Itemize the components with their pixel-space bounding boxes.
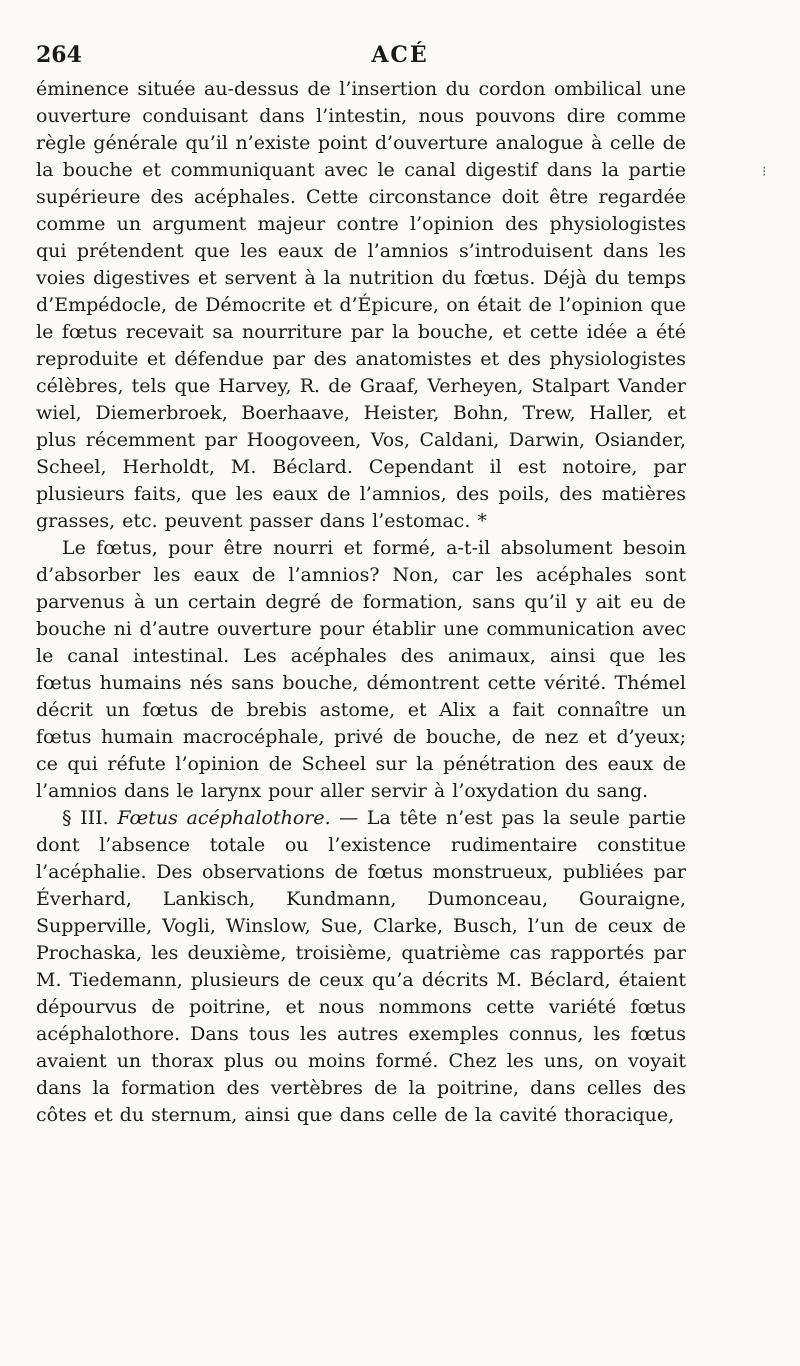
- paragraph-2: Le fœtus, pour être nourri et formé, a-t-il absolument besoin d’absorber les eaux de l’amnios? Non, car les acéphales sont parvenus à un certain degré de formation, sans qu’il y ait eu de bouche ni d’autre ouverture pour établir une communication avec le canal intestinal. Les acéphales des animaux, ainsi que les fœtus humains nés sans bouche, démontrent cette vérité. Thémel décrit un fœtus de brebis astome, et Alix a fait connaître un fœtus humain macrocéphale, privé de bouche, de nez et d’yeux; ce qui réfute l’opinion de Scheel sur la pénétration des eaux de l’amnios dans le larynx pour aller servir à l’oxydation du sang.: [36, 537, 686, 802]
- paragraph-3: [36, 805, 686, 1129]
- section-title: Fœtus acéphalothore.: [117, 807, 331, 829]
- margin-mark: ⁝: [762, 164, 767, 180]
- running-header: [0, 42, 800, 72]
- paragraph-1: éminence située au-dessus de l’insertion du cordon ombilical une ouverture conduisant dans l’intestin, nous pouvons dire comme règle générale qu’il n’existe point d’ouverture analogue à celle de la bouche et communiquant avec le canal digestif dans la partie supérieure des acéphales. Cette circonstance doit être regardée comme un argument majeur contre l’opinion des physiologistes qui prétendent que les eaux de l’amnios s’introduisent dans les voies digestives et servent à la nutrition du fœtus. Déjà du temps d’Empédocle, de Démocrite et d’Épicure, on était de l’opinion que le fœtus recevait sa nourriture par la bouche, et cette idée a été reproduite et défendue par des anatomistes et des physiologistes célèbres, tels que Harvey, R. de Graaf, Verheyen, Stalpart Vander wiel, Diemerbroek, Boerhaave, Heister, Bohn, Trew, Haller, et plus récemment par Hoogoveen, Vos, Caldani, Darwin, Osiander, Scheel, Herholdt, M. Béclard. Cependant il est notoire, par plusieurs faits, que les eaux de l’amnios, des poils, des matières grasses, etc. peuvent passer dans l’estomac. *: [36, 78, 686, 532]
- section-label: § III.: [62, 807, 109, 829]
- page-body: [36, 76, 686, 1129]
- page-number: 264: [36, 42, 82, 68]
- running-title: ACÉ: [371, 42, 429, 68]
- section-text: — La tête n’est pas la seule partie dont l’absence totale ou l’existence rudimentaire constitue l’acéphalie. Des observations de fœtus monstrueux, publiées par Éverhard, Lankisch, Kundmann, Dumonceau, Gouraigne, Supperville, Vogli, Winslow, Sue, Clarke, Busch, l’un de ceux de Prochaska, les deuxième, troisième, quatrième cas rapportés par M. Tiedemann, plusieurs de ceux qu’a décrits M. Béclard, étaient dépourvus de poitrine, et nous nommons cette variété fœtus acéphalothore. Dans tous les autres exemples connus, les fœtus avaient un thorax plus ou moins formé. Chez les uns, on voyait dans la formation des vertèbres de la poitrine, dans celles des côtes et du sternum, ainsi que dans celle de la cavité thoracique,: [36, 807, 686, 1126]
